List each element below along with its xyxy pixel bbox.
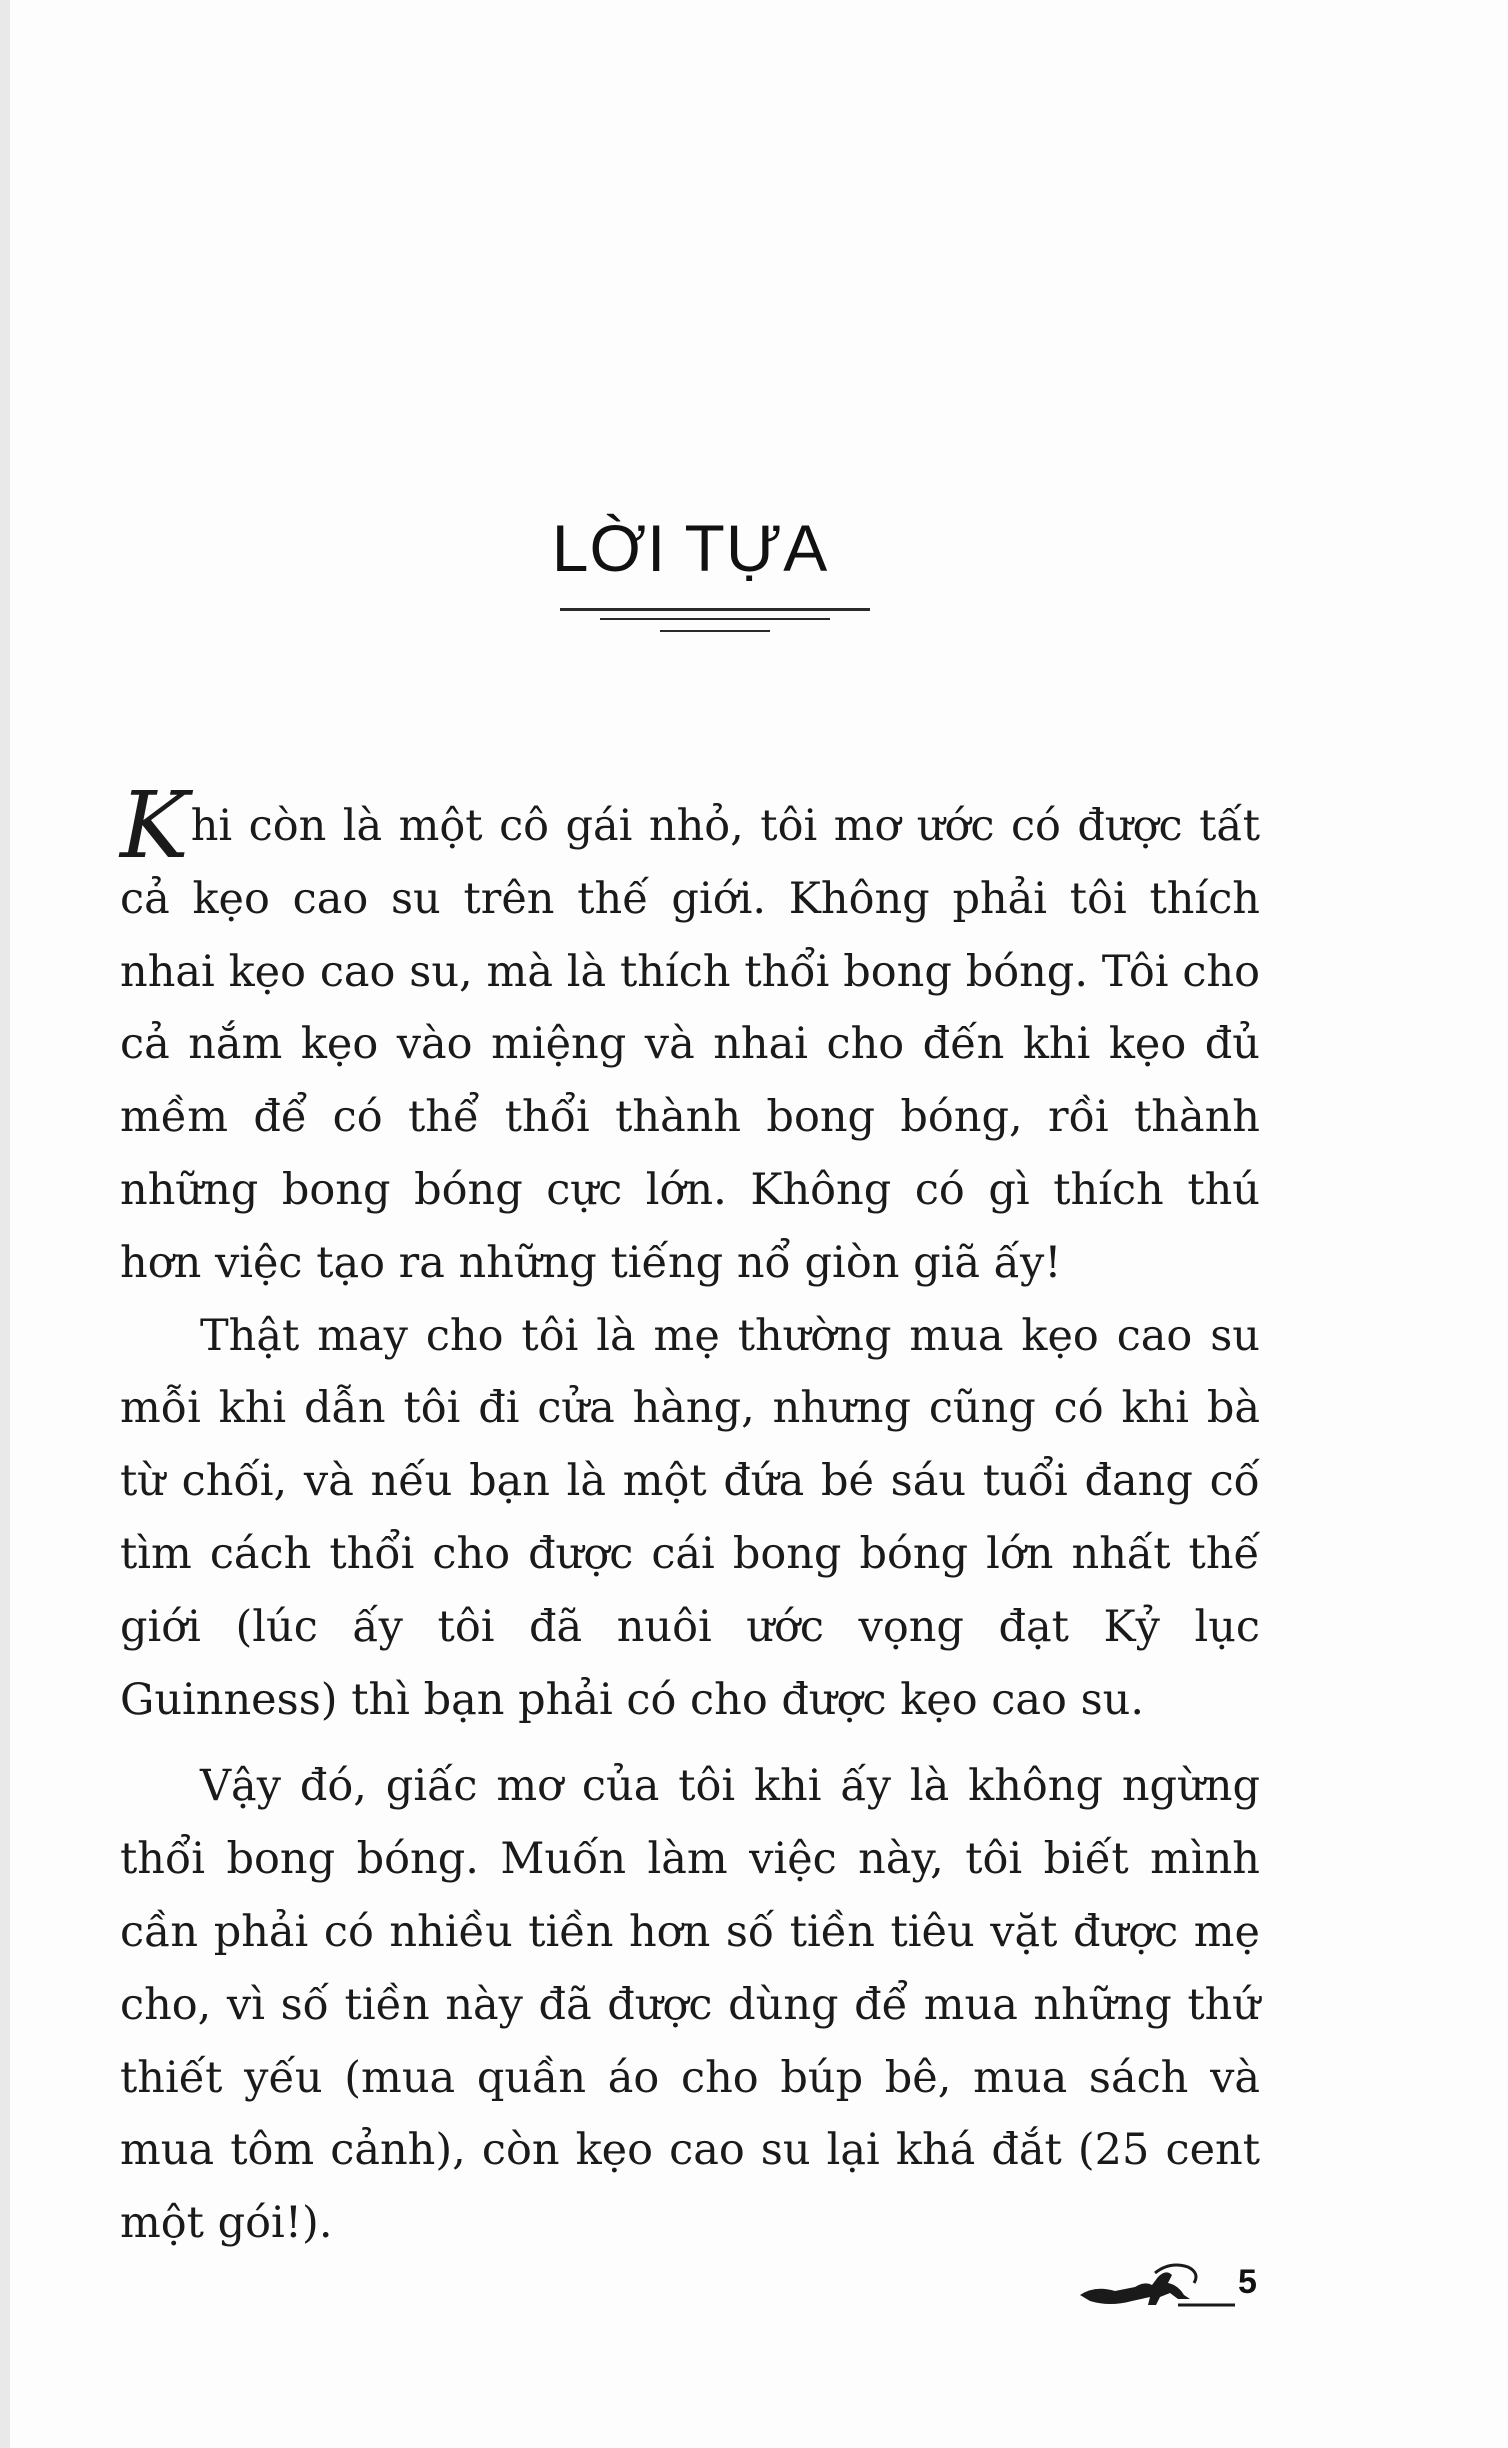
paragraph-2: Thật may cho tôi là mẹ thường mua kẹo cao su mỗi khi dẫn tôi đi cửa hàng, nhưng cũng có khi bà từ chối, và nếu bạn là một đứa bé sáu tuổi đang cố tìm cách thổi cho được cái bong bóng lớn nhất thế giới (lúc ấy tôi đã nuôi ước vọng đạt Kỷ lục Guinness) thì bạn phải có cho được kẹo cao su. [120, 1310, 1260, 1725]
page-footer [1060, 2255, 1280, 2315]
title-underline-short [660, 630, 770, 632]
paragraph-1 [120, 772, 1260, 1300]
drop-cap-letter: K [120, 772, 189, 879]
title-underline-middle [600, 618, 830, 620]
body-text [120, 772, 1260, 2260]
chapter-title: LỜI TỰA [551, 511, 829, 585]
title-underline [560, 608, 870, 611]
paragraph-3: Vậy đó, giấc mơ của tôi khi ấy là không ngừng thổi bong bóng. Muốn làm việc này, tôi biết mình cần phải có nhiều tiền hơn số tiền tiêu vặt được mẹ cho, vì số tiền này đã được dùng để mua những thứ thiết yếu (mua quần áo cho búp bê, mua sách và mua tôm cảnh), còn kẹo cao su lại khá đắt (25 cent một gói!). [120, 1761, 1260, 2249]
page-edge-shadow [0, 0, 10, 2448]
paragraph-1-text: hi còn là một cô gái nhỏ, tôi mơ ước có được tất cả kẹo cao su trên thế giới. Không phải tôi thích nhai kẹo cao su, mà là thích thổi bong bóng. Tôi cho cả nắm kẹo vào miệng và nhai cho đến khi kẹo đủ mềm để có thể thổi thành bong bóng, rồi thành những bong bóng cực lớn. Không có gì thích thú hơn việc tạo ra những tiếng nổ giòn giã ấy! [120, 801, 1260, 1288]
running-figure-ornament-icon [1060, 2255, 1235, 2315]
page-number: 5 [1238, 2263, 1257, 2301]
